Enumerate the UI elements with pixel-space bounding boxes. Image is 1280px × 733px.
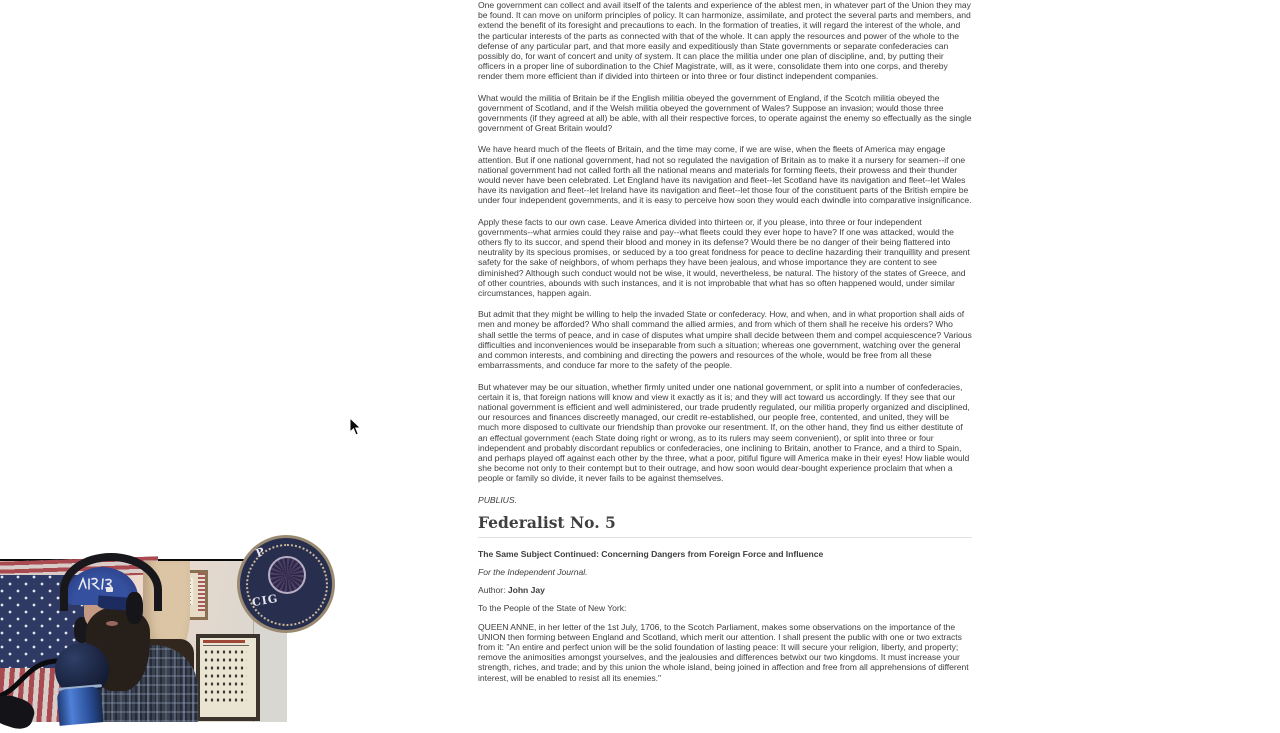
- paragraph: QUEEN ANNE, in her letter of the 1st July, 1706, to the Scotch Parliament, makes some observations on the importance of the UNION then forming between England and Scotland, which merit our attention. I shall present the public with one or two extracts from it: "An entire and perfect union will be the solid foundation of lasting peace: It will secure your religion, liberty, and property; remove the animosities amongst yourselves, and the jealousies and differences betwixt our two kingdoms. It must increase your strength, riches, and trade; and by this union the whole island, being joined in affection and free from all apprehensions of different interest, will be enabled to resist all its enemies.": [478, 621, 969, 683]
- framed-chart-poster: [196, 634, 260, 721]
- publius-signature: PUBLIUS.: [478, 494, 517, 505]
- paragraph: One government can collect and avail itself of the talents and experience of the ablest men, in whatever part of the Union they may be found. It can move on uniform principles of policy. It can harmonize, assimilate, and protect the several parts and members, and extend the benefit of its foresight and precautions to each. In the formation of treaties, it will regard the interest of the whole, and the particular interests of the parts as connected with that of the whole. It can apply the resources and power of the whole to the defense of any particular part, and that more easily and expeditiously than State governments or separate confederacies can possibly do, for want of concert and unity of system. It can place the militia under one plan of discipline, and, by putting their officers in a proper line of subordination to the Chief Magistrate, will, as it were, consolidate them into one corps, and thereby render them more efficient than if divided into thirteen or into three or four distinct independent companies.: [478, 0, 971, 82]
- paragraph: But whatever may be our situation, whether firmly united under one national government, or split into a number of confederacies, certain it is, that foreign nations will know and view it exactly as it is; and they will act toward us accordingly. If they see that our national government is efficient and well administered, our trade prudently regulated, our militia properly organized and disciplined, our resources and finances discreetly managed, our credit re-established, our people free, contented, and united, they will be much more disposed to cultivate our friendship than provoke our resentment. If, on the other hand, they find us either destitute of an effectual government (each State doing right or wrong, as to its rulers may seem convenient), or split into three or four independent and probably discordant republics or confederacies, one inclining to Britain, another to France, and a third to Spain, and perhaps played off against each other by the three, what a poor, pitiful figure will America make in their eyes! How liable would she become not only to their contempt but to their outrage, and how soon would dear-bought experience proclaim that when a people or family so divide, it never fails to be against themselves.: [478, 381, 970, 484]
- salutation: To the People of the State of New York:: [478, 603, 627, 614]
- seal-letter: P: [253, 544, 267, 561]
- headphone-earcup-right: [126, 592, 143, 624]
- paragraph: What would the militia of Britain be if the English militia obeyed the government of England, if the Scotch militia obeyed the government of Scotland, and if the Welsh militia obeyed the government of Wales? Suppose an invasion; would those three governments (if they agreed at all) be able, with all their respective forces, to operate against the enemy so effectually as the single government of Great Britain would?: [478, 92, 972, 134]
- blue-microphone: [57, 686, 104, 726]
- poster-title-bar: [203, 640, 245, 643]
- paragraph: We have heard much of the fleets of Britain, and the time may come, if we are wise, when the fleets of America may engage attention. But if one national government, had not so regulated the navigation of Britain as to make it a nursery for seamen--if one national government had not called forth all the national means and materials for forming fleets, their prowess and their thunder would never have been celebrated. Let England have its navigation and fleet--let Scotland have its navigation and fleet--let Wales have its navigation and fleet--let Ireland have its navigation and fleet--let those four of the constituent parts of the British empire be under four independent governments, and it is easy to perceive how soon they would each dwindle into comparative insignificance.: [478, 144, 972, 206]
- federalist5-subtitle: The Same Subject Continued: Concerning Dangers from Foreign Force and Influence: [478, 548, 824, 559]
- cigar-club-seal: [237, 535, 335, 633]
- seal-starburst: [268, 556, 306, 594]
- mouse-cursor: [349, 417, 362, 436]
- article[interactable]: [478, 0, 972, 683]
- journal-attribution: For the Independent Journal.: [478, 566, 588, 577]
- author-name: John Jay: [507, 585, 545, 596]
- author-label: Author:: [478, 585, 508, 596]
- poster-subtitle-bar: [203, 645, 249, 646]
- paragraph: But admit that they might be willing to help the invaded State or confederacy. How, and when, and in what proportion shall aids of men and money be afforded? Who shall command the allied armies, and from which of them shall he receive his orders? Who shall settle the terms of peace, and in case of disputes what umpire shall decide between them and compel acquiescence? Various difficulties and inconveniences would be inseparable from such a situation; whereas one government, watching over the general and common interests, and combining and directing the powers and resources of the whole, would be free from all these embarrassments, and conduce far more to the safety of the people.: [478, 309, 972, 371]
- webcam-overlay: [0, 544, 286, 722]
- mini-flag-stripes: [198, 573, 205, 611]
- seal-letters: CIG: [251, 591, 280, 610]
- poster-illustrations: [203, 648, 247, 706]
- paragraph: Apply these facts to our own case. Leave America divided into thirteen or, if you please, into three or four independent governments--what armies could they raise and pay--what fleets could they ever hope to have? If one was attacked, would the others fly to its succor, and spend their blood and money in its defense? Would there be no danger of their being flattered into neutrality by its specious promises, or seduced by a too great fondness for peace to decline hazarding their tranquillity and present safety for the sake of neighbors, of whom perhaps they have been jealous, and whose importance they are content to see diminished? Although such conduct would not be wise, it would, nevertheless, be natural. The history of the states of Greece, and of other countries, abounds with such instances, and it is not improbable that what has so often happened would, under similar circumstances, happen again.: [478, 216, 970, 299]
- streamer-mouth: [106, 621, 118, 626]
- author-line: [478, 585, 972, 595]
- federalist5-heading: Federalist No. 5: [478, 515, 972, 538]
